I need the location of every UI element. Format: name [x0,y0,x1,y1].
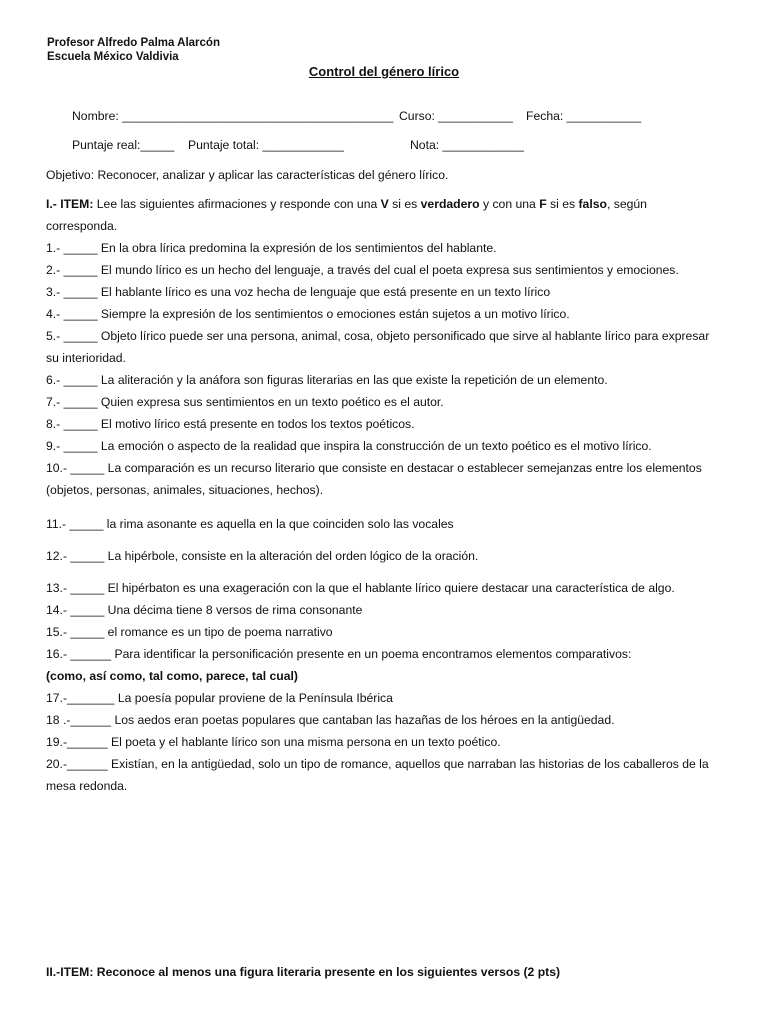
item1-section [46,193,716,797]
document-header [47,36,220,64]
instr-part: si es [546,197,579,211]
school-name: Escuela México Valdivia [47,51,179,63]
item1-label: I.- ITEM: [46,197,94,211]
puntaje-real-field[interactable] [72,138,174,152]
question-8: 8.- _____ El motivo lírico está presente en todos los textos poéticos. [46,417,415,431]
question-9: 9.- _____ La emoción o aspecto de la realidad que inspira la construcción de un texto poético es el motivo lírico. [46,439,652,453]
question-7: 7.- _____ Quien expresa sus sentimientos en un texto poético es el autor. [46,395,444,409]
instr-part: si es [388,197,421,211]
question-4: 4.- _____ Siempre la expresión de los sentimientos o emociones están sujetos a un motivo lírico. [46,307,570,321]
nota-field[interactable]: Nota: ____________ [410,138,524,152]
puntaje-total-field[interactable]: Puntaje total: ____________ [188,138,344,152]
question-3: 3.- _____ El hablante lírico es una voz hecha de lenguaje que está presente en un texto lírico [46,285,551,299]
falso-word: falso [578,197,607,211]
instr-part: , según corresponda. [46,197,647,233]
question-5: 5.- _____ Objeto lírico puede ser una persona, animal, cosa, objeto personificado que sirve al hablante lírico para expresar su interioridad. [46,329,710,365]
nombre-field[interactable]: Nombre: ________________________________________ [72,109,394,123]
v-letter: V [380,197,389,211]
instr-part: y con una [479,197,540,211]
question-2: 2.- _____ El mundo lírico es un hecho del lenguaje, a través del cual el poeta expresa sus sentimientos y emociones. [46,263,679,277]
puntaje-real-label: Puntaje real: [72,138,141,152]
teacher-name: Profesor Alfredo Palma Alarcón [47,37,220,49]
puntaje-real-blank[interactable]: _____ [140,138,175,152]
question-1: 1.- _____ En la obra lírica predomina la expresión de los sentimientos del hablante. [46,241,497,255]
question-10: 10.- _____ La comparación es un recurso literario que consiste en destacar o establecer semejanzas entre los elementos (objetos, personas, animales, situaciones, hechos). [46,461,702,497]
curso-field[interactable]: Curso: ___________ [399,109,513,123]
question-14: 14.- _____ Una décima tiene 8 versos de rima consonante [46,603,363,617]
question-19: 19.-______ El poeta y el hablante lírico son una misma persona en un texto poético. [46,735,501,749]
question-20: 20.-______ Existían, en la antigüedad, solo un tipo de romance, aquellos que narraban las historias de los caballeros de la mesa redonda. [46,757,709,793]
question-11: 11.- _____ la rima asonante es aquella en la que coinciden solo las vocales [46,517,454,531]
question-13: 13.- _____ El hipérbaton es una exageración con la que el hablante lírico quiere destacar una característica de algo. [46,581,675,595]
question-16-examples: (como, así como, tal como, parece, tal cual) [46,669,298,683]
page-title: Control del género lírico [308,64,460,79]
f-letter: F [539,197,547,211]
question-17: 17.-_______ La poesía popular proviene de la Península Ibérica [46,691,393,705]
item2-heading: II.-ITEM: Reconoce al menos una figura literaria presente en los siguientes versos (2 pts) [46,965,561,979]
objective: Objetivo: Reconocer, analizar y aplicar las características del género lírico. [46,168,449,182]
question-16: 16.- ______ Para identificar la personificación presente en un poema encontramos elementos comparativos: [46,647,632,661]
question-6: 6.- _____ La aliteración y la anáfora son figuras literarias en las que existe la repetición de un elemento. [46,373,608,387]
question-15: 15.- _____ el romance es un tipo de poema narrativo [46,625,333,639]
item1-instructions [46,193,716,237]
verdadero-word: verdadero [420,197,480,211]
instr-part: Lee las siguientes afirmaciones y responde con una [93,197,381,211]
question-18: 18 .-______ Los aedos eran poetas populares que cantaban las hazañas de los héroes en la antigüedad. [46,713,615,727]
question-12: 12.- _____ La hipérbole, consiste en la alteración del orden lógico de la oración. [46,549,479,563]
fecha-field[interactable]: Fecha: ___________ [526,109,642,123]
